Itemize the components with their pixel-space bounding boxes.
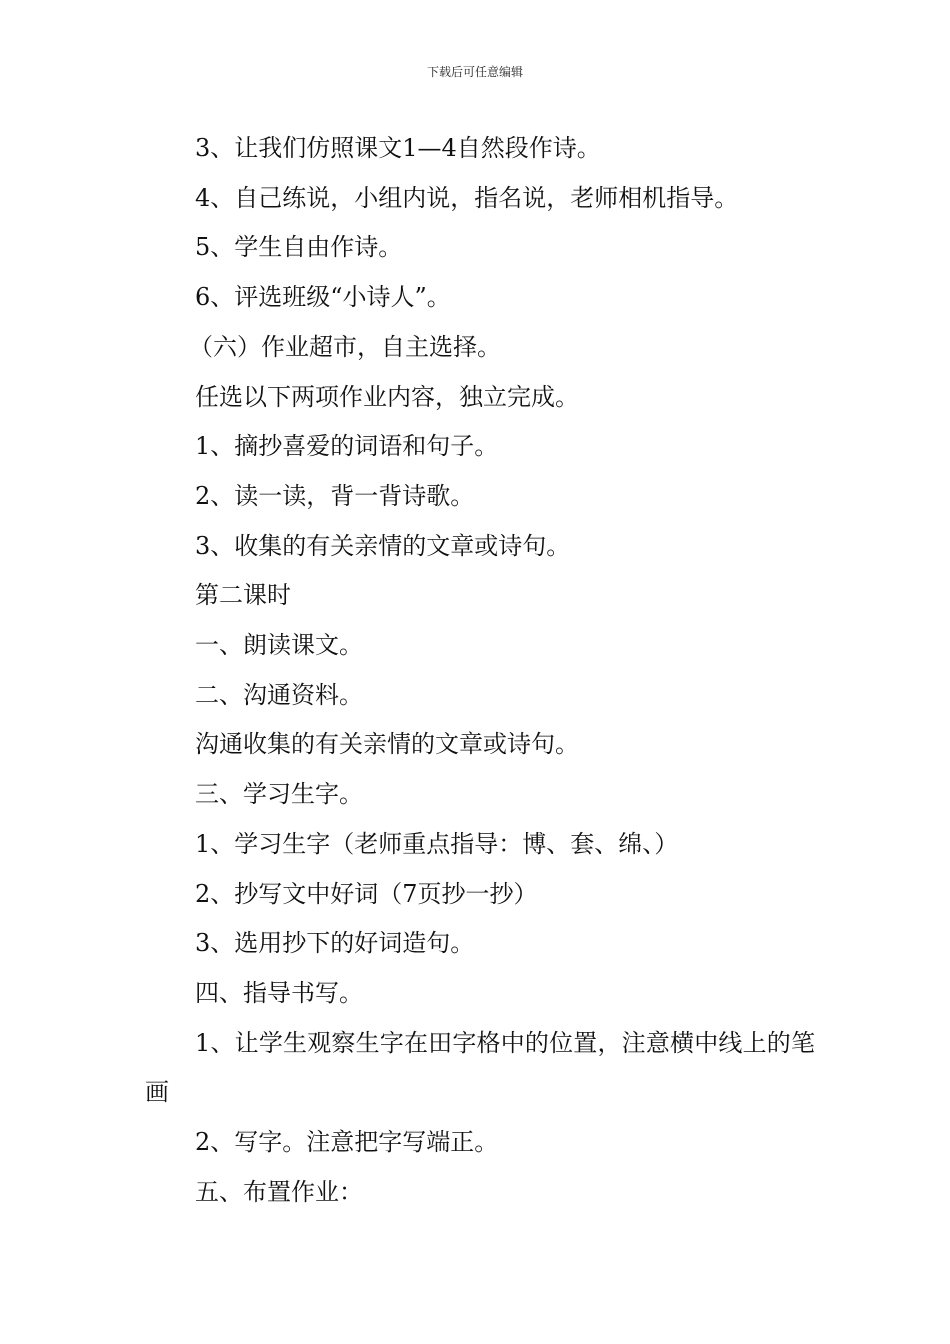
section-heading-assign-homework: 五、布置作业： — [195, 1177, 363, 1206]
paragraph-item-6: 6、评选班级“小诗人”。 — [195, 283, 451, 312]
document-body — [145, 124, 815, 1217]
section-heading-learn-characters: 三、学习生字。 — [195, 780, 363, 809]
section-heading-writing-guidance: 四、指导书写。 — [195, 978, 363, 1007]
paragraph-homework-2: 2、读一读，背一背诗歌。 — [195, 481, 475, 510]
section-heading-homework: （六）作业超市，自主选择。 — [189, 332, 501, 361]
paragraph-writing-1: 1、让学生观察生字在田字格中的位置，注意横中线上的笔画 — [145, 1028, 815, 1107]
paragraph-writing-2: 2、写字。注意把字写端正。 — [195, 1128, 499, 1157]
paragraph-homework-1: 1、摘抄喜爱的词语和句子。 — [195, 432, 499, 461]
paragraph-item-3: 3、让我们仿照课文1—4自然段作诗。 — [195, 134, 601, 162]
paragraph-homework-intro: 任选以下两项作业内容，独立完成。 — [195, 382, 579, 411]
paragraph-learn-1: 1、学习生字（老师重点指导：博、套、绵、） — [195, 829, 679, 858]
paragraph-homework-3: 3、收集的有关亲情的文章或诗句。 — [195, 531, 571, 560]
paragraph-item-5: 5、学生自由作诗。 — [195, 233, 403, 262]
section-heading-second-lesson: 第二课时 — [195, 581, 291, 610]
paragraph-learn-3: 3、选用抄下的好词造句。 — [195, 929, 475, 958]
section-heading-share-materials: 二、沟通资料。 — [195, 680, 363, 709]
section-heading-read-text: 一、朗读课文。 — [195, 631, 363, 660]
paragraph-learn-2: 2、抄写文中好词（7页抄一抄） — [195, 879, 538, 908]
paragraph-share-materials: 沟通收集的有关亲情的文章或诗句。 — [195, 730, 579, 759]
paragraph-item-4: 4、自己练说，小组内说，指名说，老师相机指导。 — [195, 183, 739, 212]
page-header-note: 下载后可任意编辑 — [426, 65, 523, 79]
